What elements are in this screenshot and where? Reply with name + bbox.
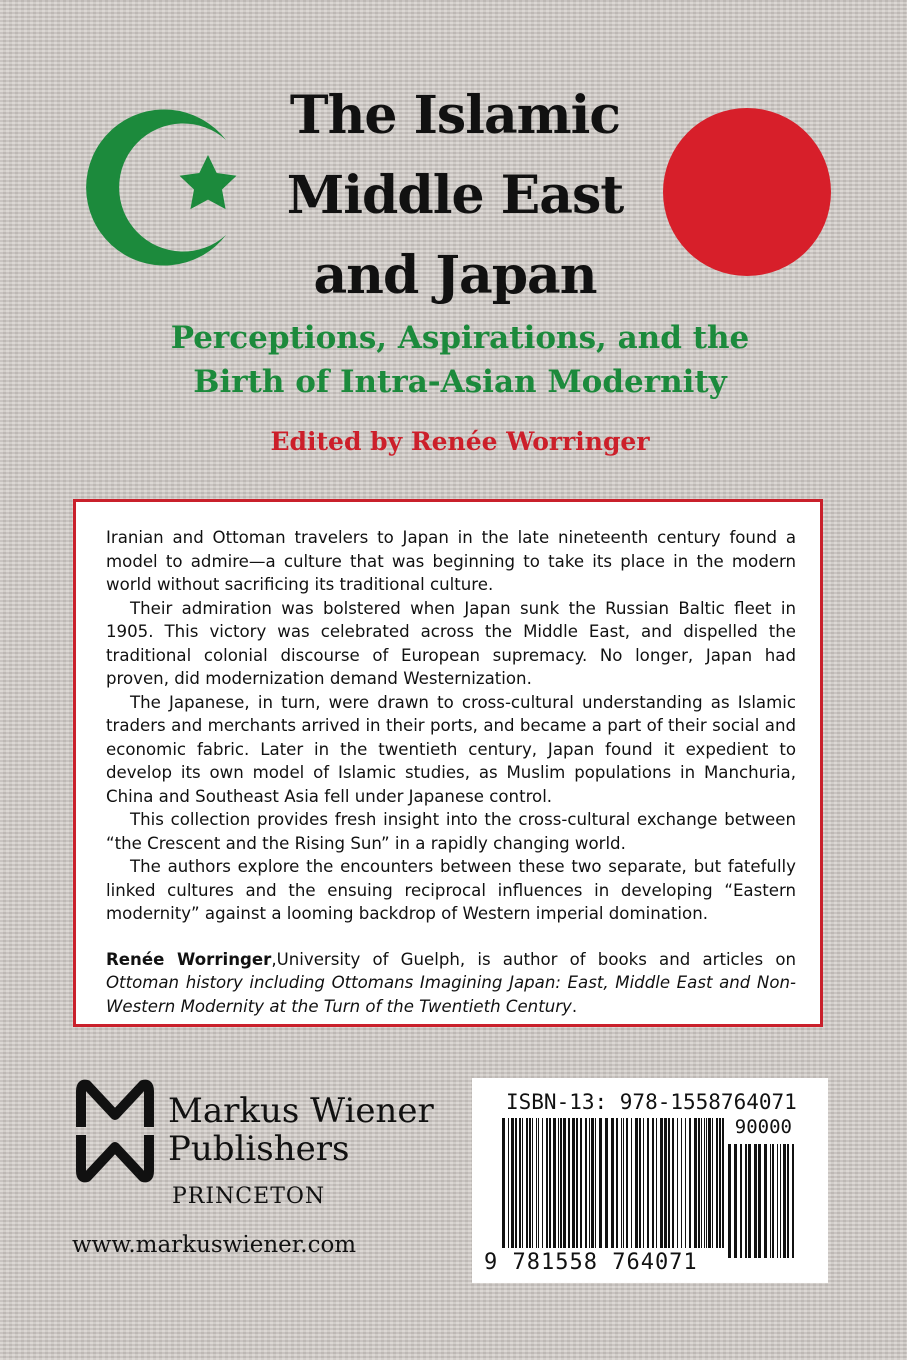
subtitle-line-1: Perceptions, Aspirations, and the — [170, 320, 750, 356]
subtitle-line-2: Birth of Intra-Asian Modernity — [193, 364, 727, 400]
barcode-bar — [780, 1144, 781, 1258]
barcode-bar — [792, 1144, 794, 1258]
bio-text: ,University of Guelph, is author of books and articles on — [271, 949, 796, 969]
barcode-bar — [772, 1144, 774, 1258]
crescent-and-star-icon — [76, 95, 256, 275]
barcode-bar — [560, 1118, 562, 1248]
barcode-bar — [647, 1118, 649, 1248]
barcode-bar — [677, 1118, 678, 1248]
barcode-bar — [787, 1144, 789, 1258]
barcode-bar — [526, 1118, 528, 1248]
barcode-bar — [623, 1118, 624, 1248]
blurb-paragraph: This collection provides fresh insight into the cross-cultural exchange between “the Crescent and the Rising Sun” in a rapidly changing world. — [106, 810, 796, 853]
barcode-bar — [704, 1118, 705, 1248]
barcode-bar — [605, 1118, 608, 1248]
barcode-bar — [728, 1144, 731, 1258]
barcode-bar — [712, 1118, 713, 1248]
author-bio — [106, 948, 796, 1019]
title-line-2: Middle East — [286, 165, 624, 226]
barcode-bar — [777, 1144, 778, 1258]
barcode-bar — [681, 1118, 682, 1248]
barcode-bar — [568, 1118, 570, 1248]
barcode-bar — [580, 1118, 582, 1248]
barcode-bar — [549, 1118, 551, 1248]
barcode-bar — [511, 1118, 514, 1248]
barcode-bar — [660, 1118, 663, 1248]
publisher-name — [168, 1092, 434, 1168]
book-title — [255, 76, 655, 316]
barcode-bar — [745, 1144, 747, 1258]
barcode-bar — [576, 1118, 578, 1248]
bio-italic-text: Ottoman history including Ottomans Imagining Japan: East, Middle East and Non-Western Modernity at the Turn of the Twentieth Century — [106, 973, 796, 1016]
barcode-bar — [740, 1144, 742, 1258]
barcode-bar — [529, 1118, 531, 1248]
barcode-bar — [754, 1144, 757, 1258]
publisher-name-line-1: Markus Wiener — [168, 1091, 434, 1131]
barcode-bar — [698, 1118, 700, 1248]
book-subtitle — [100, 316, 820, 404]
barcode-bar — [701, 1118, 702, 1248]
barcode-bar — [664, 1118, 667, 1248]
barcode-bar — [694, 1118, 697, 1248]
barcode-bar — [631, 1118, 632, 1248]
bio-author-name: Renée Worringer — [106, 949, 272, 969]
barcode-bar — [515, 1118, 517, 1248]
barcode-addon-bars — [728, 1144, 800, 1258]
barcode-bar — [546, 1118, 548, 1248]
barcode-bar — [652, 1118, 654, 1248]
barcode-bar — [585, 1118, 587, 1248]
barcode-bar — [758, 1144, 761, 1258]
barcode-bar — [589, 1118, 590, 1248]
barcode-bar — [542, 1118, 543, 1248]
barcode-bar — [708, 1118, 711, 1248]
barcode-bar — [519, 1118, 521, 1248]
blurb-box — [73, 499, 823, 1027]
barcode-bar — [553, 1118, 556, 1248]
barcode-bar — [668, 1118, 670, 1248]
barcode-bar — [508, 1118, 509, 1248]
barcode-bar — [748, 1144, 751, 1258]
barcode-bar — [599, 1118, 602, 1248]
barcode-bars — [502, 1118, 726, 1258]
barcode-bar — [643, 1118, 644, 1248]
barcode-bar — [672, 1118, 674, 1248]
barcode-bar — [563, 1118, 566, 1248]
title-line-3: and Japan — [313, 245, 597, 306]
barcode-bar — [706, 1118, 707, 1248]
editor-credit: Edited by Renée Worringer — [270, 427, 650, 456]
blurb-paragraph: Their admiration was bolstered when Japan sunk the Russian Baltic fleet in 1905. This victory was celebrated across the Middle East, and dispelled the traditional colonial discourse of European supremacy. No longer, Japan had proven, did modernization demand Westernization. — [106, 598, 796, 688]
barcode-bar — [595, 1118, 596, 1248]
barcode-bar — [532, 1118, 533, 1248]
barcode-bar — [611, 1118, 614, 1248]
barcode-bar — [591, 1118, 594, 1248]
barcode-box — [472, 1078, 828, 1283]
barcode-bar — [522, 1118, 523, 1248]
barcode-bar — [716, 1118, 718, 1248]
barcode-bar — [685, 1118, 686, 1248]
publisher-city: PRINCETON — [172, 1184, 326, 1209]
barcode-bar — [635, 1118, 638, 1248]
barcode-bar — [770, 1144, 771, 1258]
barcode-digits: 9 781558 764071 — [484, 1250, 698, 1275]
barcode-bar — [621, 1118, 622, 1248]
barcode-bar — [783, 1144, 786, 1258]
publisher-name-line-2: Publishers — [168, 1129, 350, 1169]
barcode-bar — [734, 1144, 737, 1258]
mw-logo-icon — [75, 1079, 155, 1183]
barcode-bar — [616, 1118, 618, 1248]
barcode-bar — [764, 1144, 767, 1258]
barcode-bar — [639, 1118, 641, 1248]
barcode-bar — [502, 1118, 505, 1248]
rising-sun-icon — [663, 108, 831, 276]
title-line-1: The Islamic — [289, 85, 621, 146]
blurb-paragraph: The authors explore the encounters between these two separate, but fatefully linked cultures and the ensuing reciprocal influences in developing “Eastern modernity” against a looming backdrop of Western imperial domination. — [106, 857, 796, 923]
blurb-paragraph: Iranian and Ottoman travelers to Japan in the late nineteenth century found a model to admire—a culture that was beginning to take its place in the modern world without sacrificing its traditional culture. — [106, 528, 796, 594]
barcode-bar — [536, 1118, 537, 1248]
barcode-bar — [572, 1118, 575, 1248]
bio-end: . — [571, 996, 578, 1016]
isbn-label: ISBN-13: 978-1558764071 — [506, 1090, 797, 1114]
barcode-bar — [626, 1118, 628, 1248]
blurb-paragraph: The Japanese, in turn, were drawn to cross-cultural understanding as Islamic traders and merchants arrived in their ports, and became a part of their social and economic fabric. Later in the twentieth century, Japan found it expedient to develop its own model of Islamic studies, as Muslim populations in Manchuria, China and Southeast Asia fell under Japanese control. — [106, 692, 796, 806]
barcode-bar — [689, 1118, 691, 1248]
publisher-website: www.markuswiener.com — [72, 1232, 357, 1258]
barcode-bar — [538, 1118, 539, 1248]
barcode-bar — [656, 1118, 657, 1248]
price-code: 90000 — [734, 1116, 792, 1138]
barcode-bar — [558, 1118, 559, 1248]
